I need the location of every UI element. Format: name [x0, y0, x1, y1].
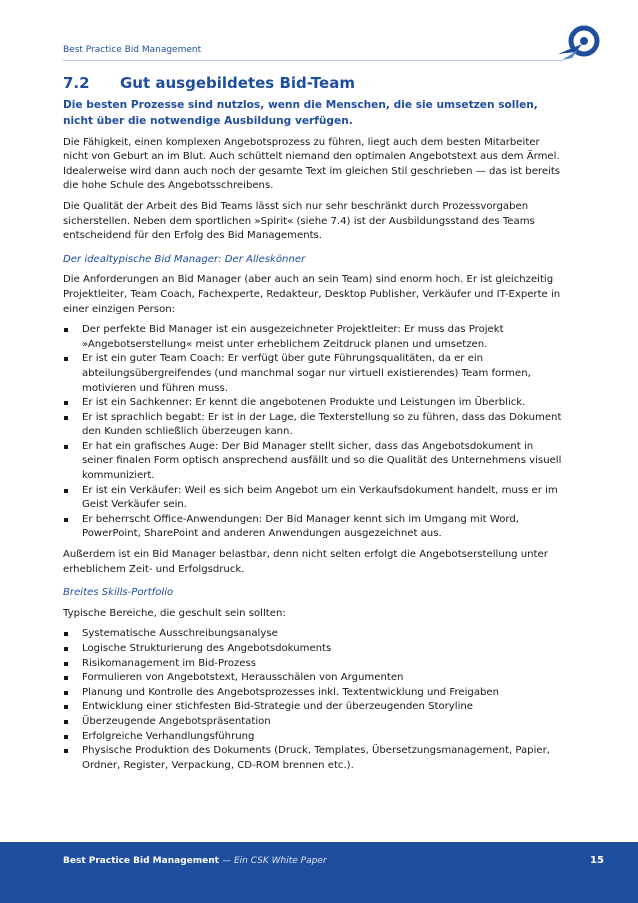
- paragraph: Typische Bereiche, die geschult sein sollten:: [63, 607, 286, 619]
- list-item: Formulieren von Angebotstext, Herausschälen von Argumenten: [63, 671, 563, 686]
- list-item: Risikomanagement im Bid-Prozess: [63, 657, 563, 672]
- footer-subtitle: — Ein CSK White Paper: [222, 856, 327, 866]
- bullet-list: [63, 323, 563, 542]
- page-body: [63, 98, 563, 779]
- page-number: 15: [590, 855, 604, 866]
- list-item: Er ist ein guter Team Coach: Er verfügt über gute Führungsqualitäten, da er ein abteilungsübergreifendes (und manchmal sogar nur virtuell existierendes) Team formen, motivieren und führen muss.: [63, 352, 563, 396]
- paragraph: Die Anforderungen an Bid Manager (aber auch an sein Team) sind enorm hoch. Er ist gleichzeitig Projektleiter, Team Coach, Fachexperte, Redakteur, Desktop Publisher, Verkäufer und IT-Experte in einer einzigen Person:: [63, 274, 561, 315]
- footer-title-group: [63, 856, 327, 866]
- paragraph: Die Qualität der Arbeit des Bid Teams lässt sich nur sehr beschränkt durch Prozessvorgaben sicherstellen. Neben dem sportlichen »Spirit« (siehe 7.4) ist der Ausbildungsstand des Teams entscheidend für den Erfolg des Bid Managements.: [63, 200, 535, 242]
- header-divider: [63, 60, 563, 61]
- list-item: Er hat ein grafisches Auge: Der Bid Manager stellt sicher, dass das Angebotsdokument in seiner finalen Form optisch ansprechend ausfällt und so die Qualität des Unternehmens visuell kommuniziert.: [63, 440, 563, 484]
- footer-title: Best Practice Bid Management: [63, 856, 219, 866]
- list-item: Überzeugende Angebotspräsentation: [63, 715, 563, 730]
- list-item: Er ist sprachlich begabt: Er ist in der Lage, die Texterstellung so zu führen, dass das Dokument den Kunden schließlich überzeugen kann.: [63, 411, 563, 440]
- list-item: Der perfekte Bid Manager ist ein ausgezeichneter Projektleiter: Er muss das Projekt »Angebotserstellung« meist unter erheblichem Zeitdruck planen und umsetzen.: [63, 323, 563, 352]
- list-item: Er beherrscht Office-Anwendungen: Der Bid Manager kennt sich im Umgang mit Word, PowerPoint, SharePoint and anderen Anwendungen ausgezeichnet aus.: [63, 513, 563, 542]
- list-item: Erfolgreiche Verhandlungsführung: [63, 730, 563, 745]
- list-item: Entwicklung einer stichfesten Bid-Strategie und der überzeugenden Storyline: [63, 700, 563, 715]
- page-footer: [0, 842, 638, 903]
- section-title: Gut ausgebildetes Bid-Team: [120, 74, 355, 92]
- csk-logo-icon: [556, 22, 602, 64]
- list-item: Er ist ein Verkäufer: Weil es sich beim Angebot um ein Verkaufsdokument handelt, muss er im Geist Verkäufer sein.: [63, 484, 563, 513]
- header-title: Best Practice Bid Management: [63, 45, 202, 55]
- paragraph: Die Fähigkeit, einen komplexen Angebotsprozess zu führen, liegt auch dem besten Mitarbeiter nicht von Geburt an im Blut. Auch schüttelt niemand den optimalen Angebotstext aus dem Ärmel. Idealerweise wird dann auch noch der gesamte Text im gleichen Stil geschrieben — das ist bereits die hohe Schule des Angebotsschreibens.: [63, 136, 561, 192]
- list-item: Physische Produktion des Dokuments (Druck, Templates, Übersetzungsmanagement, Papier, Ordner, Register, Verpackung, CD-ROM brennen etc.).: [63, 744, 563, 773]
- bullet-list: [63, 627, 563, 773]
- list-item: Systematische Ausschreibungsanalyse: [63, 627, 563, 642]
- list-item: Er ist ein Sachkenner: Er kennt die angebotenen Produkte und Leistungen im Überblick.: [63, 396, 563, 411]
- section-number: 7.2: [63, 74, 90, 92]
- paragraph: Außerdem ist ein Bid Manager belastbar, denn nicht selten erfolgt die Angebotserstellung unter erheblichem Zeit- und Erfolgsdruck.: [63, 549, 548, 575]
- lead-text: Die besten Prozesse sind nutzlos, wenn die Menschen, die sie umsetzen sollen, nicht über die notwendige Ausbildung verfügen.: [63, 99, 538, 127]
- subsection-heading: Der idealtypische Bid Manager: Der Alleskönner: [63, 253, 306, 265]
- list-item: Logische Strukturierung des Angebotsdokuments: [63, 642, 563, 657]
- list-item: Planung und Kontrolle des Angebotsprozesses inkl. Textentwicklung und Freigaben: [63, 686, 563, 701]
- section-heading: [63, 74, 355, 92]
- subsection-heading: Breites Skills-Portfolio: [63, 587, 174, 599]
